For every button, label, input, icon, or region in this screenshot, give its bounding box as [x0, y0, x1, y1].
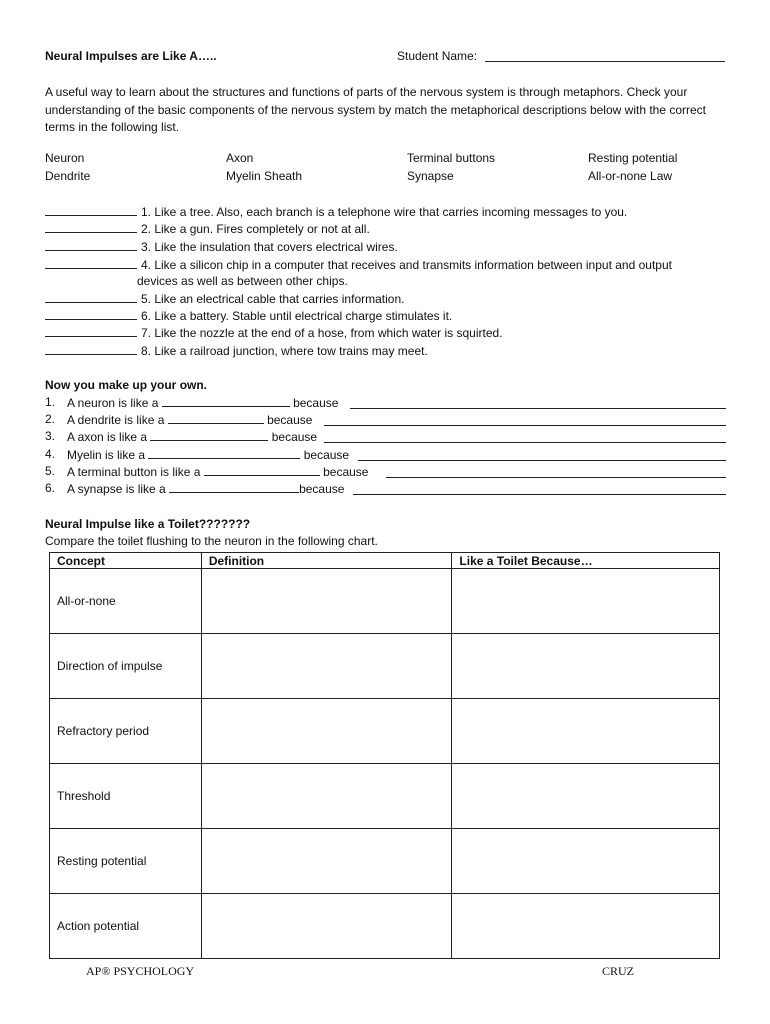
- column-header-like-a-toilet: Like a Toilet Because…: [452, 553, 720, 569]
- own-reason-1[interactable]: [350, 395, 726, 409]
- concept-cell: Direction of impulse: [50, 634, 202, 699]
- matching-item-4: 4. Like a silicon chip in a computer that receives and transmits information between input and output: [45, 257, 672, 272]
- column-header-definition: Definition: [201, 553, 452, 569]
- table-row: [50, 764, 720, 829]
- table-row: [50, 894, 720, 959]
- term-neuron: Neuron: [45, 151, 85, 165]
- own-item-3: 3. A axon is like a because: [45, 429, 726, 446]
- worksheet-title: Neural Impulses are Like A…..: [45, 49, 217, 63]
- own-blank-6[interactable]: [169, 481, 299, 493]
- matching-item-3: 3. Like the insulation that covers electrical wires.: [45, 239, 398, 254]
- term-dendrite: Dendrite: [45, 169, 91, 183]
- answer-blank-2[interactable]: [45, 221, 137, 233]
- matching-item-5: 5. Like an electrical cable that carries information.: [45, 291, 404, 306]
- matching-item-7: 7. Like the nozzle at the end of a hose, from which water is squirted.: [45, 325, 503, 340]
- own-reason-6[interactable]: [353, 481, 726, 495]
- footer-course: AP® PSYCHOLOGY: [86, 964, 195, 978]
- concept-cell: Threshold: [50, 764, 202, 829]
- intro-paragraph: A useful way to learn about the structures and functions of parts of the nervous system is through metaphors. Check your understanding of the basic components of the nervous system by match the metaphorical descriptions below with the correct terms in the following list.: [45, 85, 707, 134]
- own-reason-3[interactable]: [324, 429, 726, 443]
- term-synapse: Synapse: [407, 169, 454, 183]
- own-blank-1[interactable]: [162, 395, 290, 407]
- answer-blank-6[interactable]: [45, 308, 137, 320]
- student-name-label: Student Name:: [397, 49, 478, 63]
- table-row: [50, 699, 720, 764]
- term-all-or-none-law: All-or-none Law: [588, 169, 673, 183]
- own-item-5: 5. A terminal button is like a because: [45, 464, 726, 481]
- definition-cell[interactable]: [201, 829, 452, 894]
- answer-blank-4[interactable]: [45, 257, 137, 269]
- chart-header-row: [50, 553, 720, 569]
- footer-teacher: CRUZ: [602, 964, 635, 978]
- own-metaphors-heading: Now you make up your own.: [45, 378, 208, 392]
- toilet-reason-cell[interactable]: [452, 569, 720, 634]
- own-reason-4[interactable]: [358, 447, 726, 461]
- own-blank-5[interactable]: [204, 464, 320, 476]
- table-row: [50, 829, 720, 894]
- answer-blank-7[interactable]: [45, 325, 137, 337]
- term-terminal-buttons: Terminal buttons: [407, 151, 496, 165]
- toilet-reason-cell[interactable]: [452, 634, 720, 699]
- matching-item-1: 1. Like a tree. Also, each branch is a telephone wire that carries incoming messages to you.: [45, 204, 627, 219]
- toilet-heading: Neural Impulse like a Toilet???????: [45, 517, 251, 531]
- matching-item-4-continuation: devices as well as between other chips.: [137, 274, 348, 288]
- term-myelin-sheath: Myelin Sheath: [226, 169, 303, 183]
- term-axon: Axon: [226, 151, 254, 165]
- toilet-comparison-chart: [49, 552, 720, 959]
- concept-cell: Action potential: [50, 894, 202, 959]
- definition-cell[interactable]: [201, 634, 452, 699]
- answer-blank-1[interactable]: [45, 204, 137, 216]
- concept-cell: Resting potential: [50, 829, 202, 894]
- table-row: [50, 569, 720, 634]
- column-header-concept: Concept: [50, 553, 202, 569]
- table-row: [50, 634, 720, 699]
- definition-cell[interactable]: [201, 894, 452, 959]
- term-resting-potential: Resting potential: [588, 151, 678, 165]
- matching-item-8: 8. Like a railroad junction, where tow trains may meet.: [45, 343, 428, 358]
- own-reason-2[interactable]: [324, 412, 726, 426]
- answer-blank-3[interactable]: [45, 239, 137, 251]
- own-item-4: 4. Myelin is like a because: [45, 447, 726, 464]
- answer-blank-5[interactable]: [45, 291, 137, 303]
- toilet-reason-cell[interactable]: [452, 764, 720, 829]
- own-item-6: 6. A synapse is like a because: [45, 481, 726, 498]
- toilet-reason-cell[interactable]: [452, 699, 720, 764]
- concept-cell: All-or-none: [50, 569, 202, 634]
- definition-cell[interactable]: [201, 699, 452, 764]
- toilet-reason-cell[interactable]: [452, 894, 720, 959]
- definition-cell[interactable]: [201, 569, 452, 634]
- answer-blank-8[interactable]: [45, 343, 137, 355]
- own-item-2: 2. A dendrite is like a because: [45, 412, 726, 429]
- matching-item-2: 2. Like a gun. Fires completely or not at all.: [45, 221, 370, 236]
- matching-item-6: 6. Like a battery. Stable until electrical charge stimulates it.: [45, 308, 452, 323]
- own-item-1: 1. A neuron is like a because: [45, 395, 726, 412]
- definition-cell[interactable]: [201, 764, 452, 829]
- concept-cell: Refractory period: [50, 699, 202, 764]
- own-blank-4[interactable]: [148, 447, 300, 459]
- own-blank-3[interactable]: [150, 429, 268, 441]
- own-blank-2[interactable]: [168, 412, 264, 424]
- student-name-field[interactable]: [485, 50, 725, 62]
- toilet-instruction: Compare the toilet flushing to the neuron in the following chart.: [45, 534, 378, 548]
- toilet-reason-cell[interactable]: [452, 829, 720, 894]
- own-reason-5[interactable]: [386, 464, 726, 478]
